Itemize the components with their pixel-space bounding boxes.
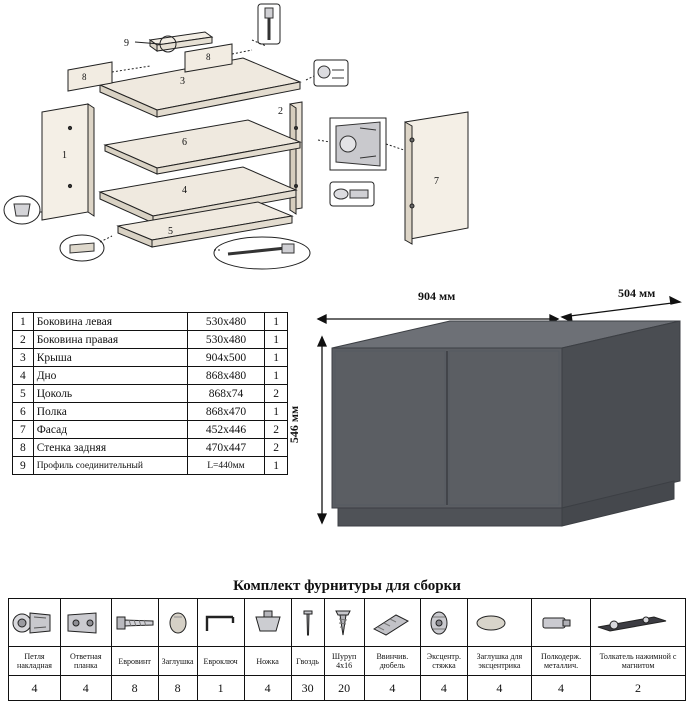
part-qty: 1 [265, 403, 288, 421]
svg-text:9: 9 [124, 38, 129, 49]
kit-title: Комплект фурнитуры для сборки [233, 578, 461, 594]
kit-qty: 4 [467, 676, 531, 701]
screw-in-dowel-icon [364, 599, 420, 647]
part-num: 3 [13, 349, 34, 367]
kit-labels-row [9, 647, 686, 676]
svg-text:8: 8 [206, 52, 211, 62]
euro-key-detail-icon [214, 237, 310, 269]
foot-icon [244, 599, 291, 647]
part-num: 9 [13, 457, 34, 475]
kit-label: Заглушка [158, 647, 197, 676]
part-dim: 904х500 [187, 349, 265, 367]
part-name: Цоколь [33, 385, 187, 403]
svg-text:8: 8 [82, 72, 87, 82]
table-row [13, 457, 288, 475]
kit-label: Евровинт [111, 647, 158, 676]
svg-text:1: 1 [62, 150, 67, 161]
shelf-support-detail-icon [330, 182, 374, 206]
part-num: 5 [13, 385, 34, 403]
svg-text:4: 4 [182, 185, 187, 196]
mounting-plate-icon [60, 599, 111, 647]
part-qty: 1 [265, 313, 288, 331]
plinth-clip-detail-icon [60, 235, 104, 261]
part-dim: 452х446 [187, 421, 265, 439]
kit-label: Эксцентр. стяжка [421, 647, 468, 676]
kit-qty: 1 [197, 676, 244, 701]
svg-text:2: 2 [278, 106, 283, 117]
kit-qty: 8 [111, 676, 158, 701]
metal-shelf-support-icon [531, 599, 590, 647]
part-qty: 2 [265, 439, 288, 457]
part-num: 6 [13, 403, 34, 421]
kit-qty: 4 [421, 676, 468, 701]
kit-qty-row [9, 676, 686, 701]
kit-label: Ввинчив. дюбель [364, 647, 420, 676]
part-qty: 2 [265, 385, 288, 403]
part-name: Стенка задняя [33, 439, 187, 457]
part-1-left-side [42, 104, 94, 220]
part-9-profile [150, 32, 212, 51]
part-name: Фасад [33, 421, 187, 439]
screw-icon [324, 599, 364, 647]
hinge-detail-icon [330, 118, 386, 170]
kit-qty: 2 [591, 676, 686, 701]
table-row [13, 403, 288, 421]
kit-qty: 4 [531, 676, 590, 701]
table-row [13, 331, 288, 349]
cam-lock-detail-icon [314, 60, 348, 86]
svg-text:7: 7 [434, 176, 439, 187]
kit-label: Полкодерж. металлич. [531, 647, 590, 676]
assembled-cabinet-illustration [287, 285, 694, 560]
euro-key-icon [197, 599, 244, 647]
kit-qty: 30 [291, 676, 324, 701]
kit-qty: 4 [244, 676, 291, 701]
kit-qty: 8 [158, 676, 197, 701]
table-row [13, 421, 288, 439]
part-qty: 1 [265, 349, 288, 367]
part-num: 8 [13, 439, 34, 457]
kit-label: Шуруп 4х16 [324, 647, 364, 676]
kit-qty: 20 [324, 676, 364, 701]
part-name: Боковина правая [33, 331, 187, 349]
depth-dimension-label: 504 мм [618, 286, 656, 300]
height-dimension [318, 337, 326, 523]
parts-table [12, 312, 288, 475]
part-name: Дно [33, 367, 187, 385]
part-qty: 1 [265, 367, 288, 385]
part-qty: 1 [265, 457, 288, 475]
screw-detail-icon [258, 4, 280, 44]
exploded-assembly-diagram [0, 0, 694, 285]
hardware-kit-table [8, 598, 686, 701]
part-qty: 1 [265, 331, 288, 349]
kit-qty: 4 [364, 676, 420, 701]
cap-plug-icon [158, 599, 197, 647]
part-qty: 2 [265, 421, 288, 439]
svg-text:3: 3 [180, 76, 185, 87]
table-row [13, 367, 288, 385]
kit-label: Гвоздь [291, 647, 324, 676]
svg-text:6: 6 [182, 137, 187, 148]
table-row [13, 349, 288, 367]
kit-label: Толкатель нажимной с магнитом [591, 647, 686, 676]
width-dimension-label: 904 мм [418, 289, 456, 303]
svg-text:5: 5 [168, 226, 173, 237]
part-name: Профиль соединительный [33, 457, 187, 475]
euro-screw-icon [111, 599, 158, 647]
kit-label: Ножка [244, 647, 291, 676]
part-dim: 868х470 [187, 403, 265, 421]
table-row [13, 439, 288, 457]
hinge-overlay-icon [9, 599, 61, 647]
eccentric-cap-icon [467, 599, 531, 647]
part-dim: 868х480 [187, 367, 265, 385]
kit-icons-row [9, 599, 686, 647]
kit-label: Петля накладная [9, 647, 61, 676]
magnetic-push-latch-icon [591, 599, 686, 647]
kit-label: Заглушка для эксцентрика [467, 647, 531, 676]
height-dimension-label: 546 мм [287, 405, 302, 444]
kit-label: Ответная планка [60, 647, 111, 676]
part-name: Крыша [33, 349, 187, 367]
cabinet-body [332, 321, 680, 526]
part-dim: 868х74 [187, 385, 265, 403]
part-num: 7 [13, 421, 34, 439]
part-name: Боковина левая [33, 313, 187, 331]
part-6-shelf [105, 120, 300, 174]
table-row [13, 385, 288, 403]
kit-qty: 4 [60, 676, 111, 701]
part-num: 2 [13, 331, 34, 349]
part-dim: 470х447 [187, 439, 265, 457]
kit-qty: 4 [9, 676, 61, 701]
part-num: 1 [13, 313, 34, 331]
part-num: 4 [13, 367, 34, 385]
table-row [13, 313, 288, 331]
part-dim: L=440мм [187, 457, 265, 475]
part-dim: 530х480 [187, 331, 265, 349]
eccentric-tie-icon [421, 599, 468, 647]
part-dim: 530х480 [187, 313, 265, 331]
kit-label: Евроключ [197, 647, 244, 676]
nail-icon [291, 599, 324, 647]
foot-detail-icon [4, 196, 40, 224]
part-name: Полка [33, 403, 187, 421]
part-7-facade [405, 112, 468, 244]
